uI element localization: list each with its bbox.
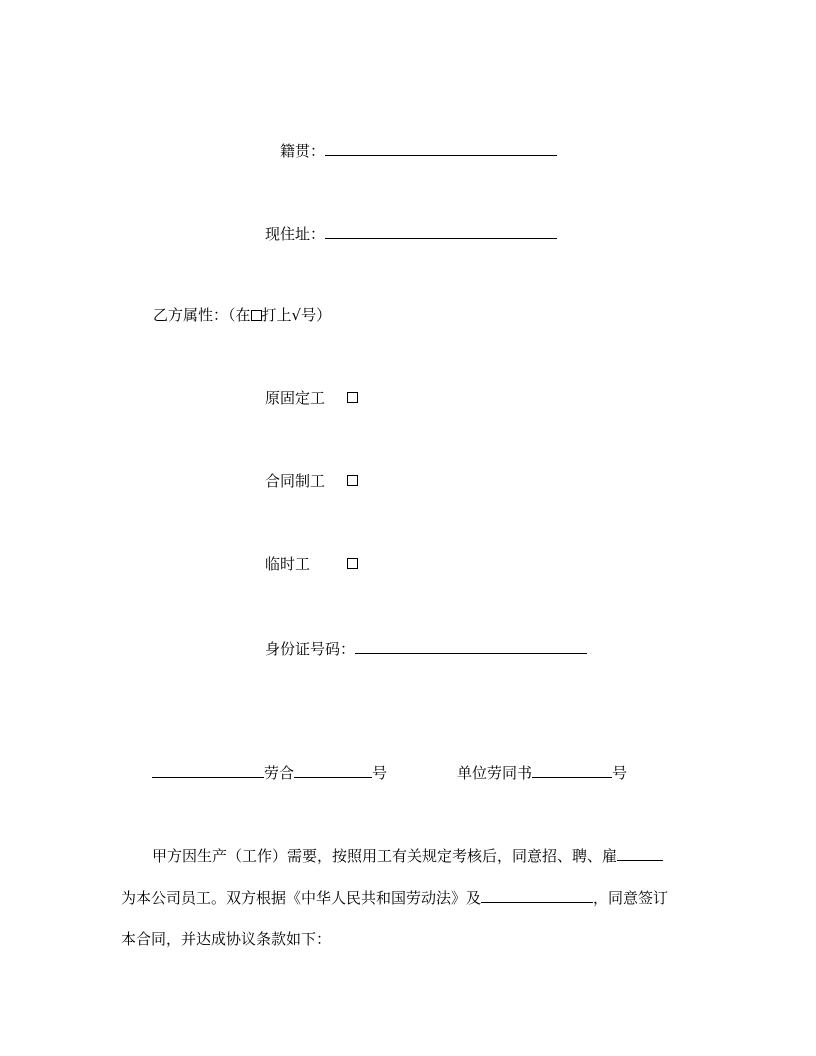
option-label: 合同制工 [265,472,326,490]
option-row [265,554,310,574]
paragraph-text-3: 本合同，并达成协议条款如下： [121,930,332,948]
id-number-row [265,638,587,658]
paragraph-text-1: 甲方因生产（工作）需要，按照用工有关规定考核后，同意招、聘、雇 [152,847,618,865]
option-checkbox[interactable] [347,392,358,403]
option-checkbox[interactable] [347,475,358,486]
native-place-row [280,140,557,160]
address-blank[interactable] [325,223,557,239]
labor-contract-word: 劳合 [264,764,295,782]
party-b-type-label-tail: 打上√号） [261,306,332,324]
contract-prefix-blank[interactable] [152,762,264,778]
number-suffix: 号 [372,764,388,782]
party-b-type-heading [153,305,331,325]
employee-name-blank[interactable] [617,845,663,861]
option-label: 原固定工 [265,389,326,407]
paragraph-text-2b: ，同意签订 [593,889,669,907]
option-row [265,471,325,491]
paragraph-text-2a: 为本公司员工。双方根据《中华人民共和国劳动法》及 [121,889,482,907]
checkbox-icon [251,310,262,321]
unit-contract-number-blank[interactable] [532,762,612,778]
number-suffix-2: 号 [612,764,628,782]
paragraph-line-2 [121,887,668,907]
unit-contract-label: 单位劳同书 [457,764,533,782]
address-row [265,223,557,243]
contract-number-row [152,762,387,782]
native-place-blank[interactable] [325,140,557,156]
contract-number-blank[interactable] [294,762,372,778]
option-row [265,388,325,408]
id-number-blank[interactable] [355,638,587,654]
id-number-label: 身份证号码： [265,640,356,658]
option-label: 临时工 [265,555,311,573]
paragraph-line-3 [121,929,331,949]
address-label: 现住址： [265,225,326,243]
party-b-type-label: 乙方属性：（在 [153,306,251,324]
native-place-label: 籍贯： [280,142,326,160]
unit-contract-row [457,762,627,782]
paragraph-line-1 [152,845,663,865]
option-checkbox[interactable] [347,558,358,569]
regulation-blank[interactable] [481,887,593,903]
